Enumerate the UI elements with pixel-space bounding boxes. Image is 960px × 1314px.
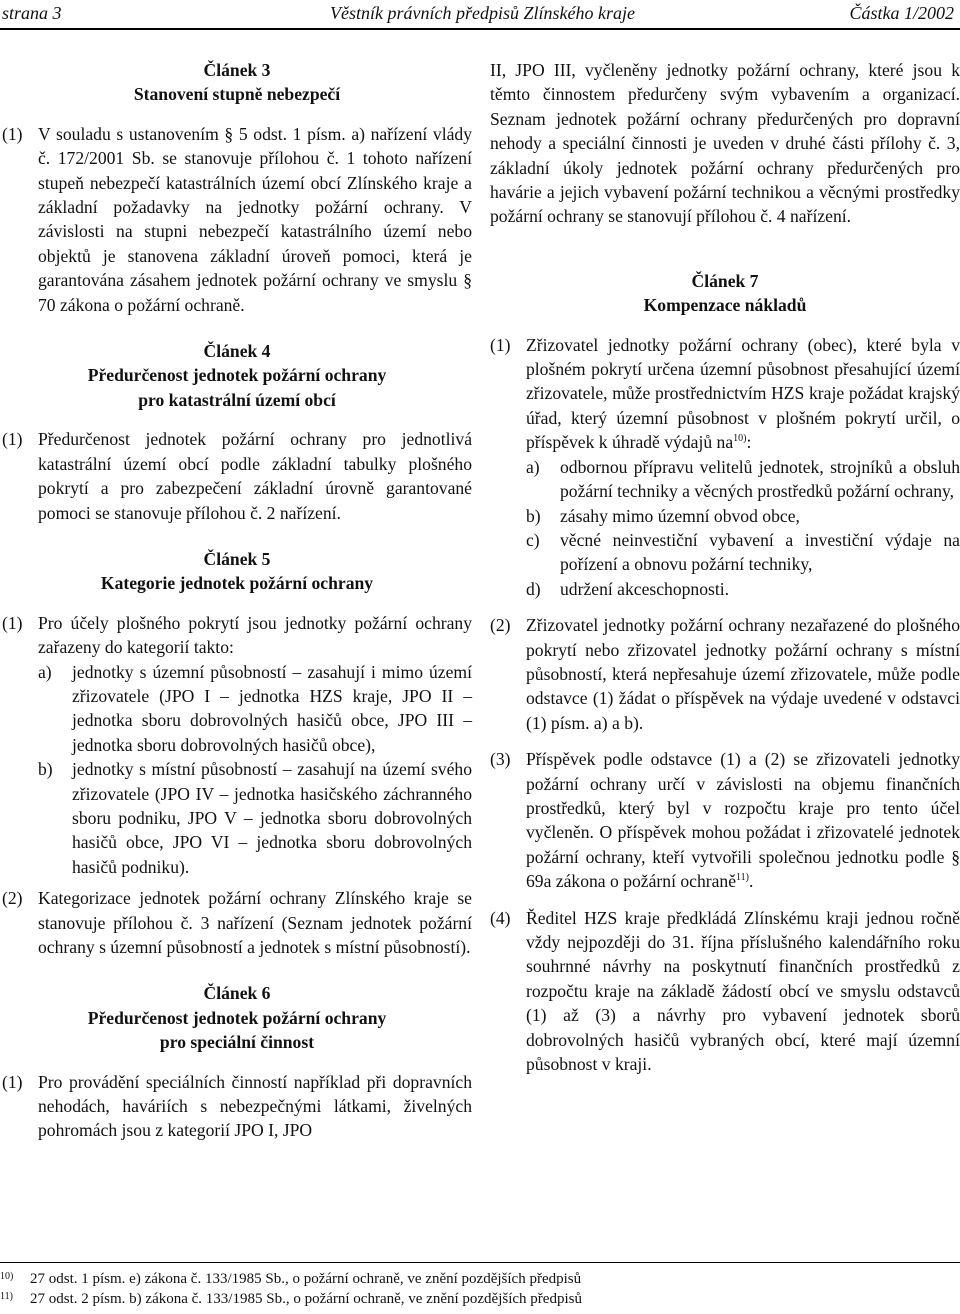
list-item (38, 757, 472, 879)
list-item-text: odbornou přípravu velitelů jednotek, strojníků a obsluh požární techniky a věcných prostředků požární ochrany, (560, 456, 960, 502)
list-item-text: zásahy mimo územní obvod obce, (560, 505, 800, 526)
list-item-text: udržení akceschopnosti. (560, 578, 730, 599)
article-5-heading (2, 547, 472, 596)
list-item (526, 528, 960, 577)
list-item-label: b) (38, 759, 53, 780)
article-6-subtitle-1: Předurčenost jednotek požární ochrany (87, 1007, 387, 1028)
paragraph-number: (1) (2, 1071, 23, 1092)
paragraph-text: Pro účely plošného pokrytí jsou jednotky požární ochrany zařazeny do kategorií takto: (38, 612, 472, 658)
issue-number: Částka 1/2002 (849, 3, 954, 23)
paragraph-text-tail: : (746, 432, 752, 453)
article-7-paragraph-3 (490, 747, 960, 893)
paragraph-text-main: Příspěvek podle odstavce (1) a (2) se zřizovateli jednotky požární ochrany určí v závislosti na objemu finančních prostředků, který byl v rozpočtu kraje pro tento účel vyčleněn. O příspěvek mohou požádat i zřizovatelé jednotek požární ochrany, kteří vytvořili společnou jednotku podle § 69a zákona o požární ochraně (526, 749, 960, 892)
article-7-title: Článek 7 (691, 270, 759, 291)
article-7-paragraph-1 (490, 333, 960, 601)
article-4-heading (2, 339, 472, 412)
publication-title: Věstník právních předpisů Zlínského kraje (330, 3, 635, 23)
article-7-subtitle: Kompenzace nákladů (643, 295, 807, 316)
paragraph-number: (2) (2, 888, 23, 909)
category-list (38, 660, 472, 880)
list-item-label: c) (526, 529, 540, 550)
paragraph-number: (3) (490, 749, 511, 770)
page-header (0, 0, 960, 28)
paragraph-text: Zřizovatel jednotky požární ochrany nezařazené do plošného pokrytí nebo zřizovatel jednotky požární ochrany s místní působností, která nepřesahuje území zřizovatele, může podle odstavce (1) žádat o příspěvek na výdaje uvedené v odstavci (1) písm. a) a b). (526, 615, 960, 733)
paragraph-number: (1) (2, 429, 23, 450)
article-3-subtitle: Stanovení stupně nebezpečí (133, 84, 341, 105)
footnote-11 (0, 1289, 960, 1309)
list-item-text: jednotky s místní působností – zasahují na území svého zřizovatele (JPO IV – jednotka hasičského záchranného sboru podniku, JPO V – jednotka sboru dobrovolných hasičů obce, JPO VI – jednotka sboru dobrovolných hasičů podniku). (72, 759, 472, 877)
article-6-heading (2, 981, 472, 1054)
list-item (38, 660, 472, 758)
list-item (526, 455, 960, 504)
paragraph-number: (1) (490, 334, 511, 355)
article-4-title: Článek 4 (203, 341, 271, 362)
right-column (490, 58, 960, 1076)
paragraph-text (526, 333, 960, 455)
article-6-paragraph-1 (2, 1070, 472, 1143)
article-7-paragraph-4 (490, 906, 960, 1077)
paragraph-text: V souladu s ustanovením § 5 odst. 1 písm. a) nařízení vlády č. 172/2001 Sb. se stanovuje přílohou č. 1 tohoto nařízení stupeň nebezpečí katastrálních území obcí Zlínského kraje a základní požadavky na jednotky požární ochrany. V závislosti na stupni nebezpečí katastrálního území nebo objektů je stanovena základní úroveň pomoci, která je garantována zásahem jednotek požární ochrany ve smyslu § 70 zákona o požární ochraně. (38, 123, 472, 315)
header-rule (0, 28, 960, 30)
paragraph-number: (1) (2, 123, 23, 144)
footnote-mark: 10) (0, 1271, 14, 1282)
article-4-subtitle-2: pro katastrální území obcí (138, 389, 336, 410)
footnote-ref-11: 11) (736, 872, 750, 884)
footnote-text: 27 odst. 2 písm. b) zákona č. 133/1985 Sb., o požární ochraně, ve znění pozdějších předpisů (30, 1291, 582, 1307)
paragraph-number: (4) (490, 907, 511, 928)
article-6-subtitle-2: pro speciální činnost (159, 1032, 315, 1053)
footnotes (0, 1269, 960, 1309)
article-3-heading (2, 58, 472, 107)
article-4-paragraph-1 (2, 427, 472, 525)
article-5-paragraph-1 (2, 611, 472, 879)
article-7-heading (490, 269, 960, 318)
article-3-paragraph-1 (2, 122, 472, 317)
list-item-text: jednotky s územní působností – zasahují i mimo území zřizovatele (JPO I – jednotka HZS kraje, JPO II – jednotka sboru dobrovolných hasičů obce, JPO III – jednotka sboru dobrovolných hasičů obce), (72, 661, 472, 755)
list-item-label: a) (526, 456, 540, 477)
list-item-label: a) (38, 661, 52, 682)
paragraph-number: (2) (490, 615, 511, 636)
paragraph-text-main: Zřizovatel jednotky požární ochrany (obec), které byla v plošném pokrytí určena územní působnost přesahující území zřizovatele, může prostřednictvím HZS kraje požádat krajský úřad, který územní působnost v plošném pokrytí určil, o příspěvek k úhradě výdajů na (526, 334, 960, 453)
article-5-title: Článek 5 (203, 548, 271, 569)
footnote-text: 27 odst. 1 písm. e) zákona č. 133/1985 Sb., o požární ochraně, ve znění pozdějších předpisů (30, 1271, 582, 1287)
footnote-10 (0, 1269, 960, 1289)
footnote-mark: 11) (0, 1291, 13, 1302)
paragraph-number: (1) (2, 612, 23, 633)
paragraph-text-part-1: Pro provádění speciálních činností například při dopravních nehodách, haváriích s nebezpečnými látkami, živelných pohromách jsou z kategorií JPO I, JPO (38, 1071, 472, 1141)
article-6-paragraph-1-continued: II, JPO III, vyčleněny jednotky požární ochrany, které jsou k těmto činnostem předurčeny svým vybavením a organizací. Seznam jednotek požární ochrany předurčených pro dopravní nehody a speciální činnosti je uveden v druhé části přílohy č. 3, základní úkoly jednotek požární ochrany předurčených pro havárie a jejich vybavení požární technikou a věcnými prostředky požární ochrany se stanovují přílohou č. 4 nařízení. (490, 60, 960, 227)
paragraph-text (526, 747, 960, 893)
expense-list (526, 455, 960, 601)
article-5-paragraph-2 (2, 886, 472, 959)
paragraph-text: Předurčenost jednotek požární ochrany pro jednotlivá katastrální území obcí podle základní tabulky plošného pokrytí a pro zabezpečení základní úrovně garantované pomoci se stanovuje přílohou č. 2 nařízení. (38, 429, 472, 523)
list-item-label: b) (526, 505, 541, 526)
article-6-title: Článek 6 (203, 983, 271, 1004)
paragraph-text: Kategorizace jednotek požární ochrany Zlínského kraje se stanovuje přílohou č. 3 nařízení (Seznam jednotek požární ochrany s územní působností a jednotek s místní působností). (38, 888, 472, 957)
footnote-rule (0, 1262, 960, 1263)
article-3-title: Článek 3 (203, 60, 271, 80)
article-7-paragraph-2 (490, 613, 960, 735)
list-item (526, 504, 960, 528)
page-number: strana 3 (2, 3, 62, 23)
list-item (526, 577, 960, 601)
footnote-ref-10: 10) (733, 433, 747, 445)
article-5-subtitle: Kategorie jednotek požární ochrany (100, 573, 374, 594)
article-4-subtitle-1: Předurčenost jednotek požární ochrany (87, 365, 387, 386)
list-item-label: d) (526, 578, 541, 599)
list-item-text: věcné neinvestiční vybavení a investiční výdaje na pořízení a obnovu požární techniky, (560, 529, 960, 575)
paragraph-text-tail: . (749, 871, 754, 892)
paragraph-text: Ředitel HZS kraje předkládá Zlínskému kraji jednou ročně vždy nejpozději do 31. října příslušného kalendářního roku souhrnné návrhy na poskytnutí finančních prostředků z rozpočtu kraje na základě žádostí obcí ve smyslu odstavců (1) až (3) a návrhy pro vybavení jednotek sborů dobrovolných hasičů vybraných obcí, které mají územní působnost v kraji. (526, 907, 960, 1075)
left-column (2, 58, 472, 1143)
